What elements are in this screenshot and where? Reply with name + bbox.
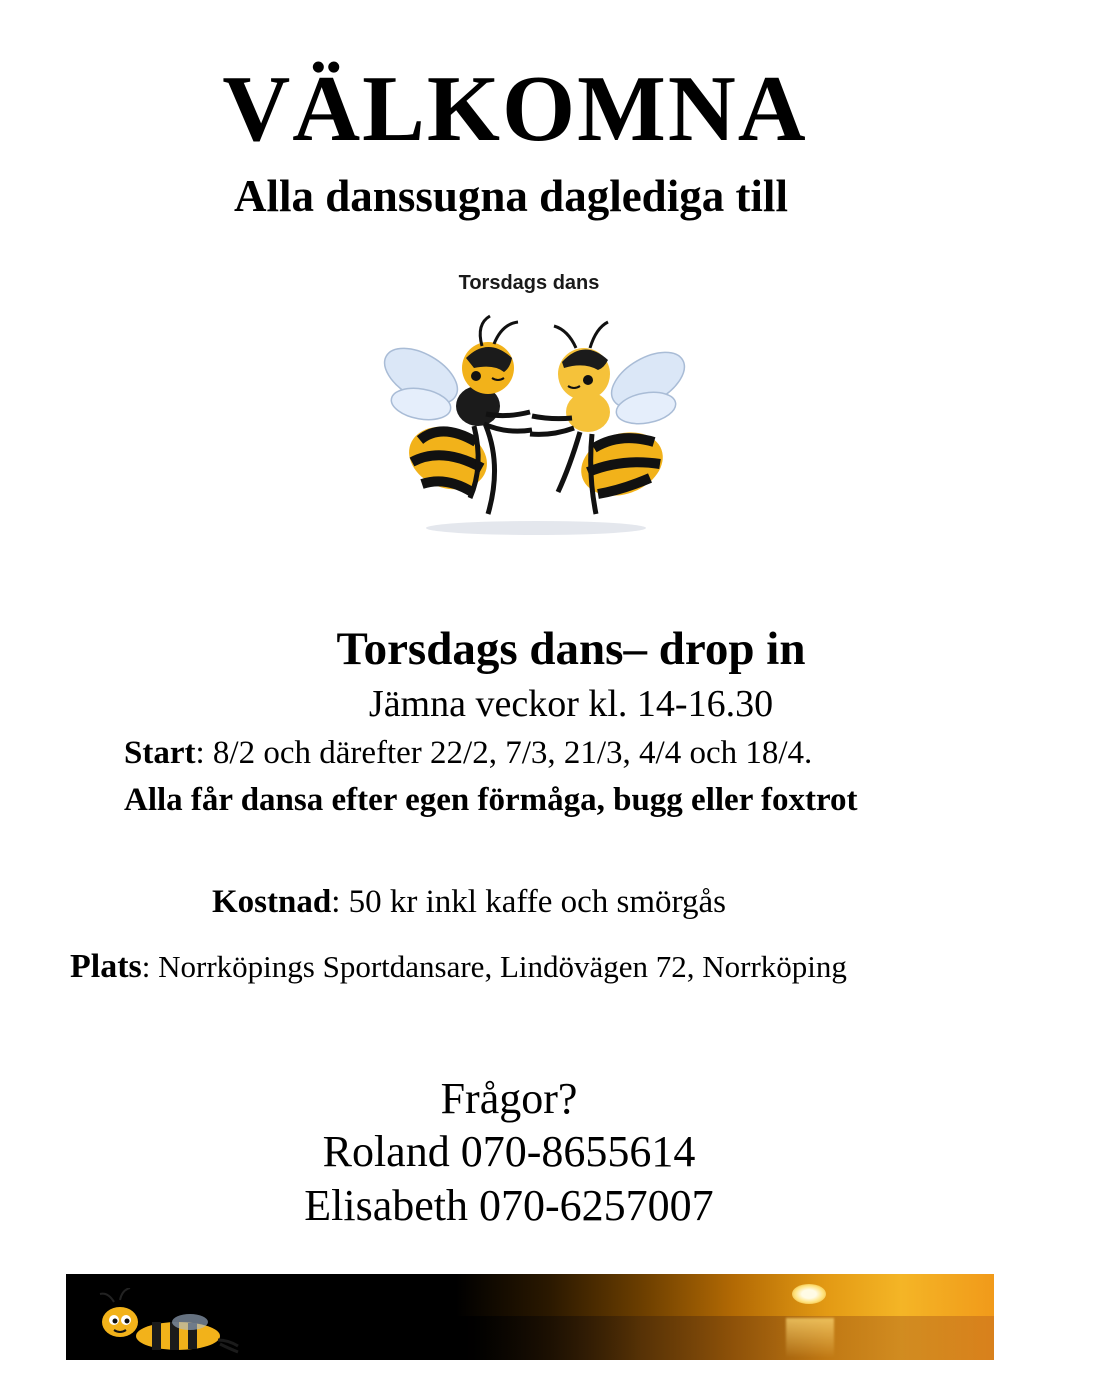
all-dance-line: Alla får dansa efter egen förmåga, bugg eller foxtrot xyxy=(124,782,858,818)
start-value: : 8/2 och därefter 22/2, 7/3, 21/3, 4/4 och 18/4. xyxy=(195,735,813,771)
sunset-banner xyxy=(66,1274,994,1360)
place-value: : Norrköpings Sportdansare, Lindövägen 72, Norrköping xyxy=(141,949,847,984)
bee-right xyxy=(530,322,694,514)
dancing-bees-illustration xyxy=(376,306,696,538)
bee-left xyxy=(376,316,532,514)
start-label: Start xyxy=(124,735,196,771)
cost-label: Kostnad xyxy=(212,884,332,920)
lying-bee-icon xyxy=(86,1288,246,1356)
image-caption: Torsdags dans xyxy=(458,272,600,294)
cost-value: : 50 kr inkl kaffe och smörgås xyxy=(331,884,726,920)
contact-question: Frågor? xyxy=(440,1074,578,1123)
contact-roland: Roland 070-8655614 xyxy=(322,1127,696,1176)
page-title: VÄLKOMNA xyxy=(222,57,808,161)
contact-elisabeth: Elisabeth 070-6257007 xyxy=(304,1181,714,1230)
sun-icon xyxy=(792,1284,826,1304)
start-line xyxy=(124,735,812,772)
sun-reflection xyxy=(786,1318,834,1358)
page-subtitle: Alla danssugna daglediga till xyxy=(234,171,788,221)
place-label: Plats xyxy=(70,948,142,985)
event-schedule: Jämna veckor kl. 14-16.30 xyxy=(368,683,774,725)
cost-line xyxy=(212,884,726,921)
place-line xyxy=(70,948,847,986)
event-heading: Torsdags dans– drop in xyxy=(336,623,806,675)
